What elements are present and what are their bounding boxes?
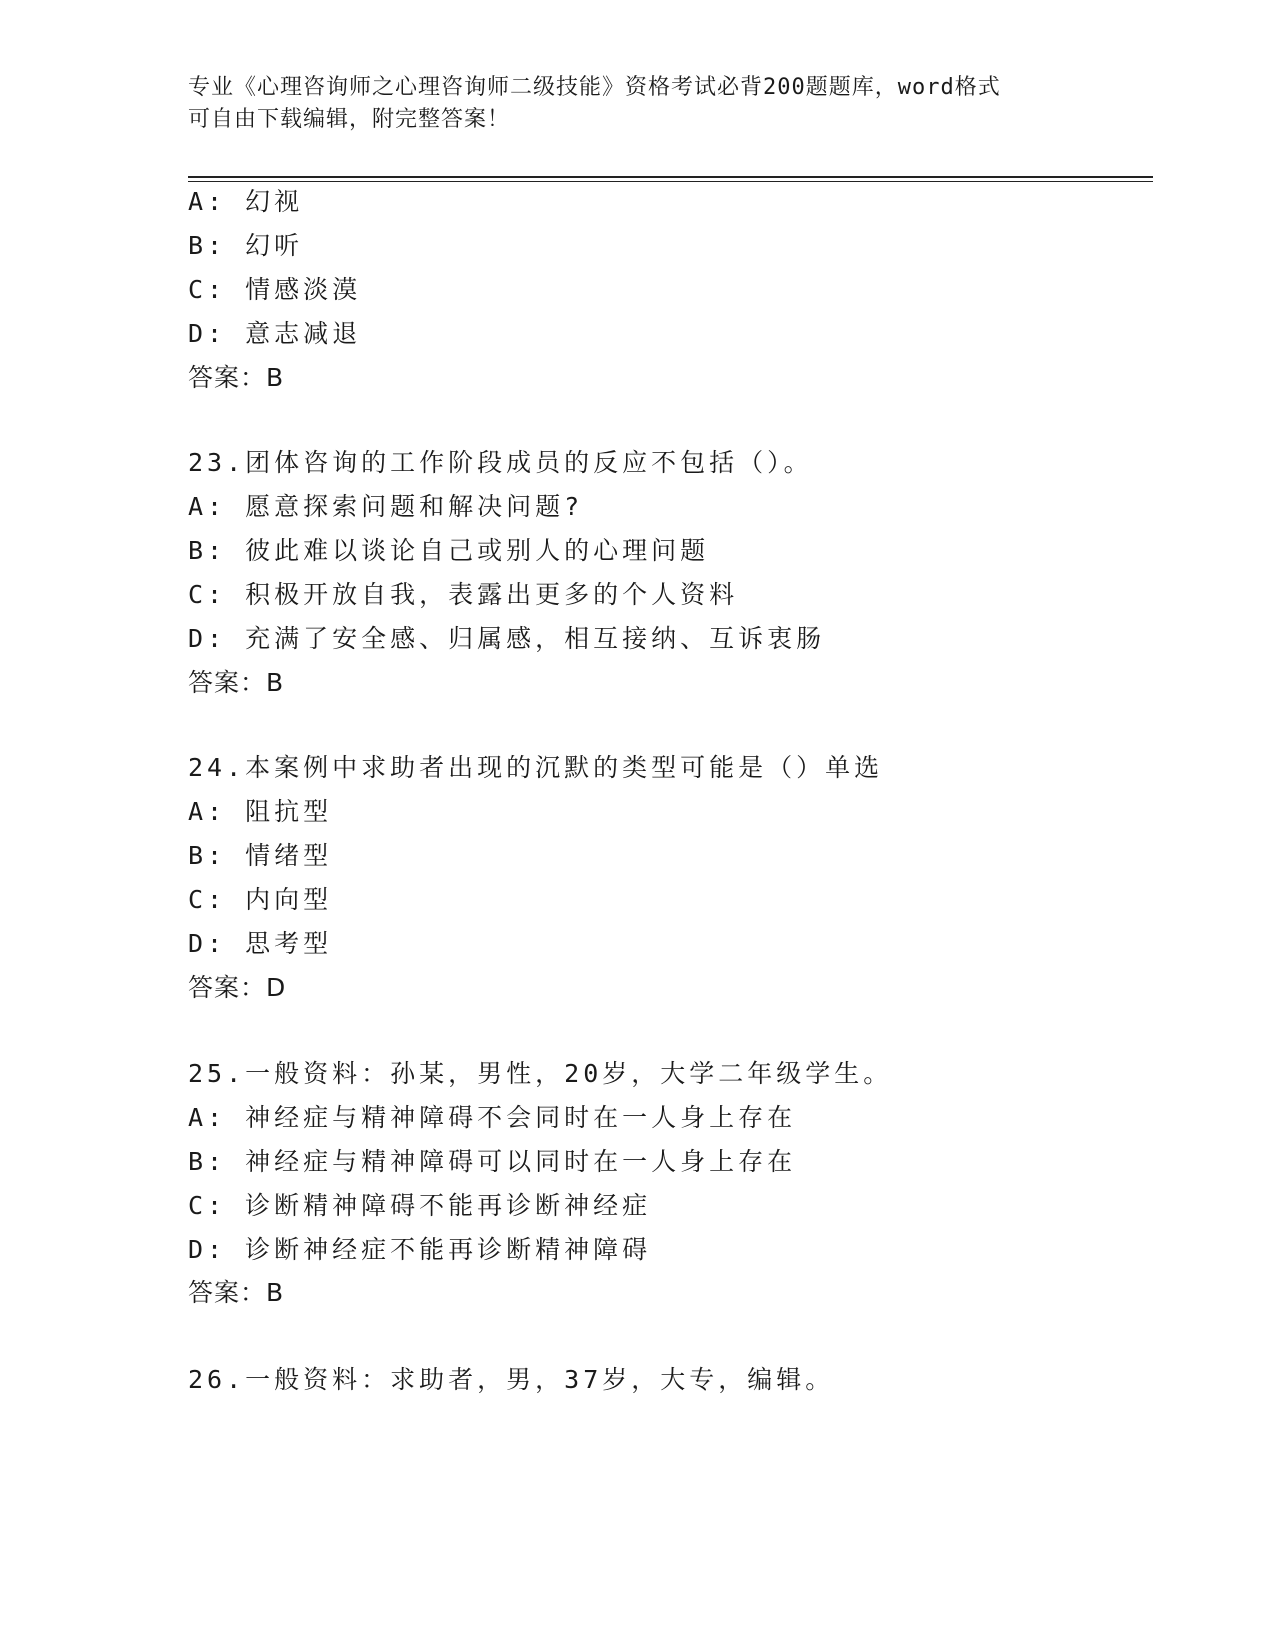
q24-option-b: B: 情绪型	[188, 841, 333, 870]
q23-option-d: D: 充满了安全感、归属感，相互接纳、互诉衷肠	[188, 624, 826, 653]
q22-option-d: D: 意志减退	[188, 319, 362, 348]
q26-title: 26.一般资料：求助者，男，37岁，大专，编辑。	[188, 1365, 835, 1394]
q23-option-a: A: 愿意探索问题和解决问题?	[188, 492, 584, 521]
q25-option-c: C: 诊断精神障碍不能再诊断神经症	[188, 1191, 652, 1220]
document-header	[188, 72, 1088, 136]
q24-answer: 答案：D	[188, 973, 287, 1002]
q22-option-b: B: 幻听	[188, 231, 304, 260]
q24-title: 24.本案例中求助者出现的沉默的类型可能是（）单选	[188, 753, 884, 782]
header-line-2: 可自由下载编辑，附完整答案！	[188, 107, 511, 132]
q24-option-c: C: 内向型	[188, 885, 333, 914]
header-divider	[188, 176, 1153, 182]
q24-option-a: A: 阻抗型	[188, 797, 333, 826]
q25-option-d: D: 诊断神经症不能再诊断精神障碍	[188, 1235, 652, 1264]
q22-option-c: C: 情感淡漠	[188, 275, 362, 304]
q23-option-b: B: 彼此难以谈论自己或别人的心理问题	[188, 536, 710, 565]
q25-option-a: A: 神经症与精神障碍不会同时在一人身上存在	[188, 1103, 797, 1132]
q23-answer: 答案：B	[188, 668, 285, 697]
q25-title: 25.一般资料：孙某，男性，20岁，大学二年级学生。	[188, 1059, 893, 1088]
q23-title: 23.团体咨询的工作阶段成员的反应不包括（）。	[188, 448, 813, 477]
header-line-1: 专业《心理咨询师之心理咨询师二级技能》资格考试必背200题题库，word格式	[188, 75, 1001, 100]
q25-answer: 答案：B	[188, 1278, 285, 1307]
q25-option-b: B: 神经症与精神障碍可以同时在一人身上存在	[188, 1147, 797, 1176]
q22-answer: 答案：B	[188, 363, 285, 392]
q24-option-d: D: 思考型	[188, 929, 333, 958]
q23-option-c: C: 积极开放自我，表露出更多的个人资料	[188, 580, 739, 609]
q22-option-a: A: 幻视	[188, 187, 304, 216]
